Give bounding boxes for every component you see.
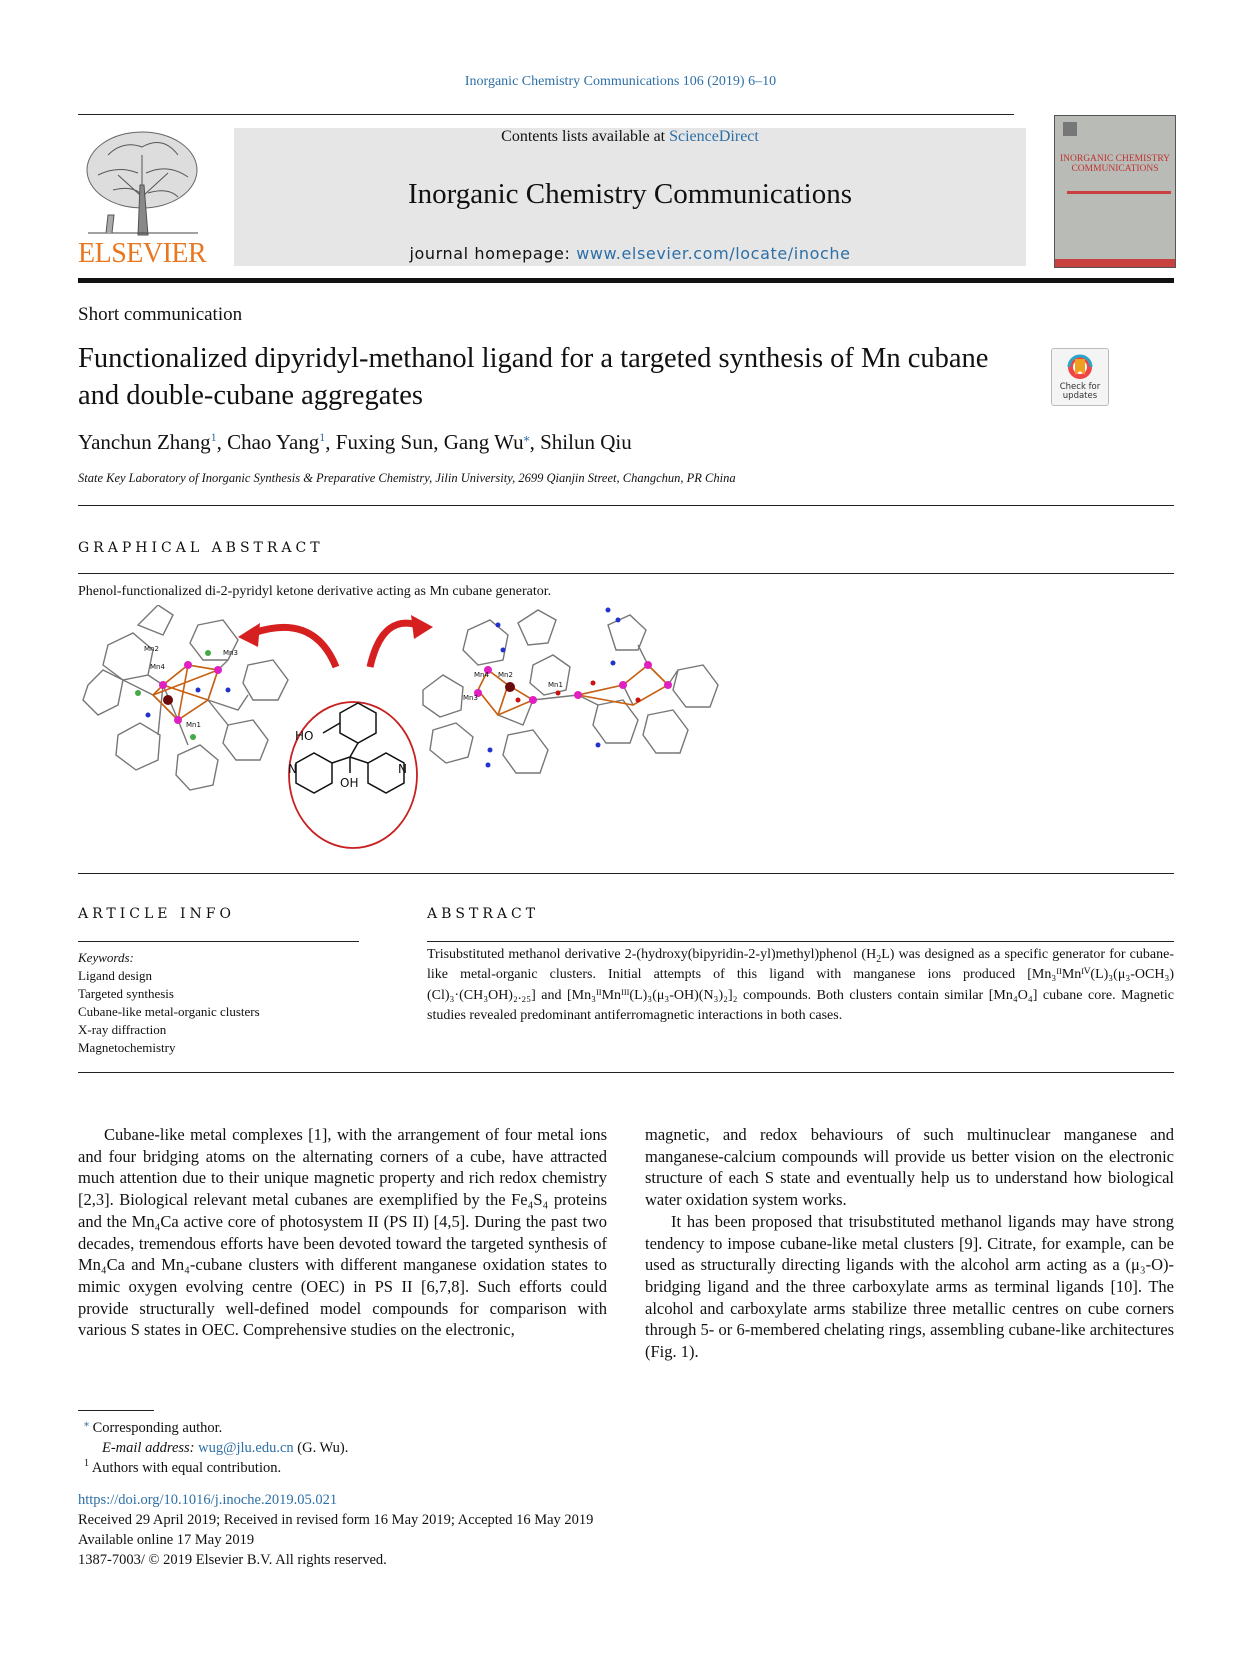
double-cubane-structure [423,610,718,773]
journal-header-box [234,128,1026,266]
label-ho: HO [295,729,314,743]
online-date: Available online 17 May 2019 [78,1532,255,1548]
sciencedirect-link[interactable]: ScienceDirect [669,128,759,145]
affiliation-rule [78,505,1174,506]
ga-bottom-rule [78,873,1174,874]
article-info-heading: ARTICLE INFO [78,906,235,922]
keywords-label: Keywords: [78,950,134,965]
label-n2: N [398,762,407,776]
journal-cover-thumbnail[interactable] [1054,115,1176,268]
email-link[interactable]: wug@jlu.edu.cn [198,1440,294,1456]
label-mn1-right: Mn1 [548,681,563,689]
contents-available: Contents lists available at ScienceDirect [501,128,759,145]
label-mn3: Mn3 [223,649,238,657]
cover-title: INORGANIC CHEMISTRY COMMUNICATIONS [1059,154,1171,174]
header-top-rule [78,114,1014,115]
keyword[interactable]: Magnetochemistry [78,1040,176,1055]
mn-atom [163,695,173,705]
abstract-text: Trisubstituted methanol derivative 2-(hydroxy(bipyridin-2-yl)methyl)phenol $(H_2L)$ was designed as a specific generator for cubane-like metal-organic clusters. Initial attempts of this ligand with manganese ions produced [Mn₃ᴵᴵMnᴵⱽ(L)₃(μ₃-OCH₃)(Cl)₃·(CH₃OH)₂.₂₅] and [Mn₃ᴵᴵMnᴵᴵᴵ(L)₃(μ₃-OH)(N₃)₂]₂ compounds. Both clusters contain similar [Mn₄O₄] cubane core. Magnetic studies revealed predominant antiferromagnetic interactions in both cases. [427,947,1174,1023]
doi-link[interactable]: https://doi.org/10.1016/j.inoche.2019.05.021 [78,1492,338,1508]
keyword[interactable]: Ligand design [78,968,153,983]
corresponding-note: Corresponding author. [92,1420,223,1436]
journal-homepage: journal homepage: www.elsevier.com/locate/inoche [409,244,851,263]
graphical-abstract-figure[interactable] [78,605,758,855]
check-updates-icon [1066,353,1094,381]
author-name[interactable]: Chao Yang [227,430,320,454]
check-updates-label: Check for updates [1059,382,1101,401]
label-mn4: Mn4 [150,663,165,671]
label-n1: N [288,762,297,776]
label-oh: OH [340,776,359,790]
elsevier-wordmark: ELSEVIER [78,238,207,269]
affiliation: State Key Laboratory of Inorganic Synthesis & Preparative Chemistry, Jilin University, 2699 Qianjin Street, Changchun, PR China [78,471,736,485]
body-left-column [78,1124,607,1341]
formula-1: [Mn₃ᴵᴵMnᴵⱽ(L)₃(μ₃-OCH₃)(Cl)₃·(CH₃OH)₂.₂₅] [427,967,1174,1003]
ga-rule [78,573,1174,574]
abstract-heading: ABSTRACT [427,906,540,922]
arrow-head-right-icon [411,615,433,639]
keyword[interactable]: Cubane-like metal-organic clusters [78,1004,260,1019]
abstract-rule [427,941,1174,942]
author-name[interactable]: Gang Wu [443,430,524,454]
body-paragraph: magnetic, and redox behaviours of such multinuclear manganese and manganese-calcium compounds will provide us better vision on the electronic structure of each S state and eventually help us to understand how biological water oxidation system works. [645,1125,1174,1210]
label-mn3-right: Mn3 [463,694,478,702]
author-name[interactable]: Fuxing Sun [335,430,434,454]
cover-red-bar [1067,191,1171,194]
copyright: 1387-7003/ © 2019 Elsevier B.V. All rights reserved. [78,1552,387,1568]
label-mn2: Mn2 [144,645,159,653]
keywords-block [78,949,260,1057]
received-dates: Received 29 April 2019; Received in revised form 16 May 2019; Accepted 16 May 2019 [78,1512,594,1528]
cover-bottom-bar [1055,259,1175,267]
abstract-bottom-rule [78,1072,1174,1073]
check-for-updates-button[interactable] [1051,348,1109,406]
footnote-rule [78,1410,154,1411]
elsevier-tree-logo [78,125,206,237]
arrow-head-left-icon [238,623,260,647]
mn-atoms [159,661,222,724]
article-title: Functionalized dipyridyl-methanol ligand for a targeted synthesis of Mn cubane and double-cubane aggregates [78,343,989,411]
label-mn1: Mn1 [186,721,201,729]
header-thick-rule [78,278,1174,283]
keyword[interactable]: X-ray diffraction [78,1022,167,1037]
publication-info [78,1490,593,1570]
footnotes: ⁎ Corresponding author. E-mail address: wug@jlu.edu.cn (G. Wu). $^1$ Authors with equal contribution. [84,1418,349,1476]
author-name[interactable]: Yanchun Zhang [78,430,211,454]
article-info-rule [78,941,359,942]
journal-citation[interactable]: Inorganic Chemistry Communications 106 (2019) 6–10 [464,74,777,89]
label-mn4-right: Mn4 [474,671,489,679]
article-type: Short communication [78,304,243,325]
body-right-column [645,1124,1174,1363]
keyword[interactable]: Targeted synthesis [78,986,174,1001]
author-list: Yanchun Zhang$^1$, Chao Yang$^1$, Fuxing Sun, Gang Wu⁎, Shilun Qiu [78,430,632,454]
journal-title: Inorganic Chemistry Communications [407,178,853,210]
graphical-abstract-caption: Phenol-functionalized di-2-pyridyl ketone derivative acting as Mn cubane generator. [78,584,552,599]
homepage-link[interactable]: www.elsevier.com/locate/inoche [576,244,851,263]
formula-2: [Mn₃ᴵᴵMnᴵᴵᴵ(L)₃(μ₃-OH)(N₃)₂]₂ [567,987,738,1003]
graphical-abstract-heading: GRAPHICAL ABSTRACT [78,540,324,556]
author-name[interactable]: Shilun Qiu [540,430,632,454]
body-paragraph: It has been proposed that trisubstituted methanol ligands may have strong tendency to impose cubane-like metal clusters [9]. Citrate, for example, can be used as structurally directing ligands with the alcohol arm acting as a (μ₃-O)-bridging ligand and the three carboxylate arms as terminal ligands [10]. The alcohol and carboxylate arms stabilize three metallic centres on cube corners through 5- or 6-membered chelating rings, assembling cubane-like architectures (Fig. 1). [645,1211,1174,1362]
equal-contribution-note: Authors with equal contribution. [91,1460,282,1476]
reaction-arrow-left [248,627,336,667]
label-mn2-right: Mn2 [498,671,513,679]
cover-logo-icon [1063,122,1077,136]
body-paragraph: Cubane-like metal complexes [1], with the arrangement of four metal ions and four bridging atoms on the alternating corners of a cube, have attracted much attention due to their unique magnetic property and rich redox chemistry [2,3]. Biological relevant metal cubanes are exemplified by the Fe₄S₄ proteins and the Mn₄Ca active core of photosystem II (PS II) [4,5]. During the past two decades, tremendous efforts have been devoted toward the targeted synthesis of Mn₄Ca and Mn₄-cubane clusters with different manganese oxidation states to mimic oxygen evolving centre (OEC) in PS II [6,7,8]. Such efforts could provide structurally well-defined model compounds for comparison with various S states in OEC. Comprehensive studies on the electronic, [78,1125,607,1340]
